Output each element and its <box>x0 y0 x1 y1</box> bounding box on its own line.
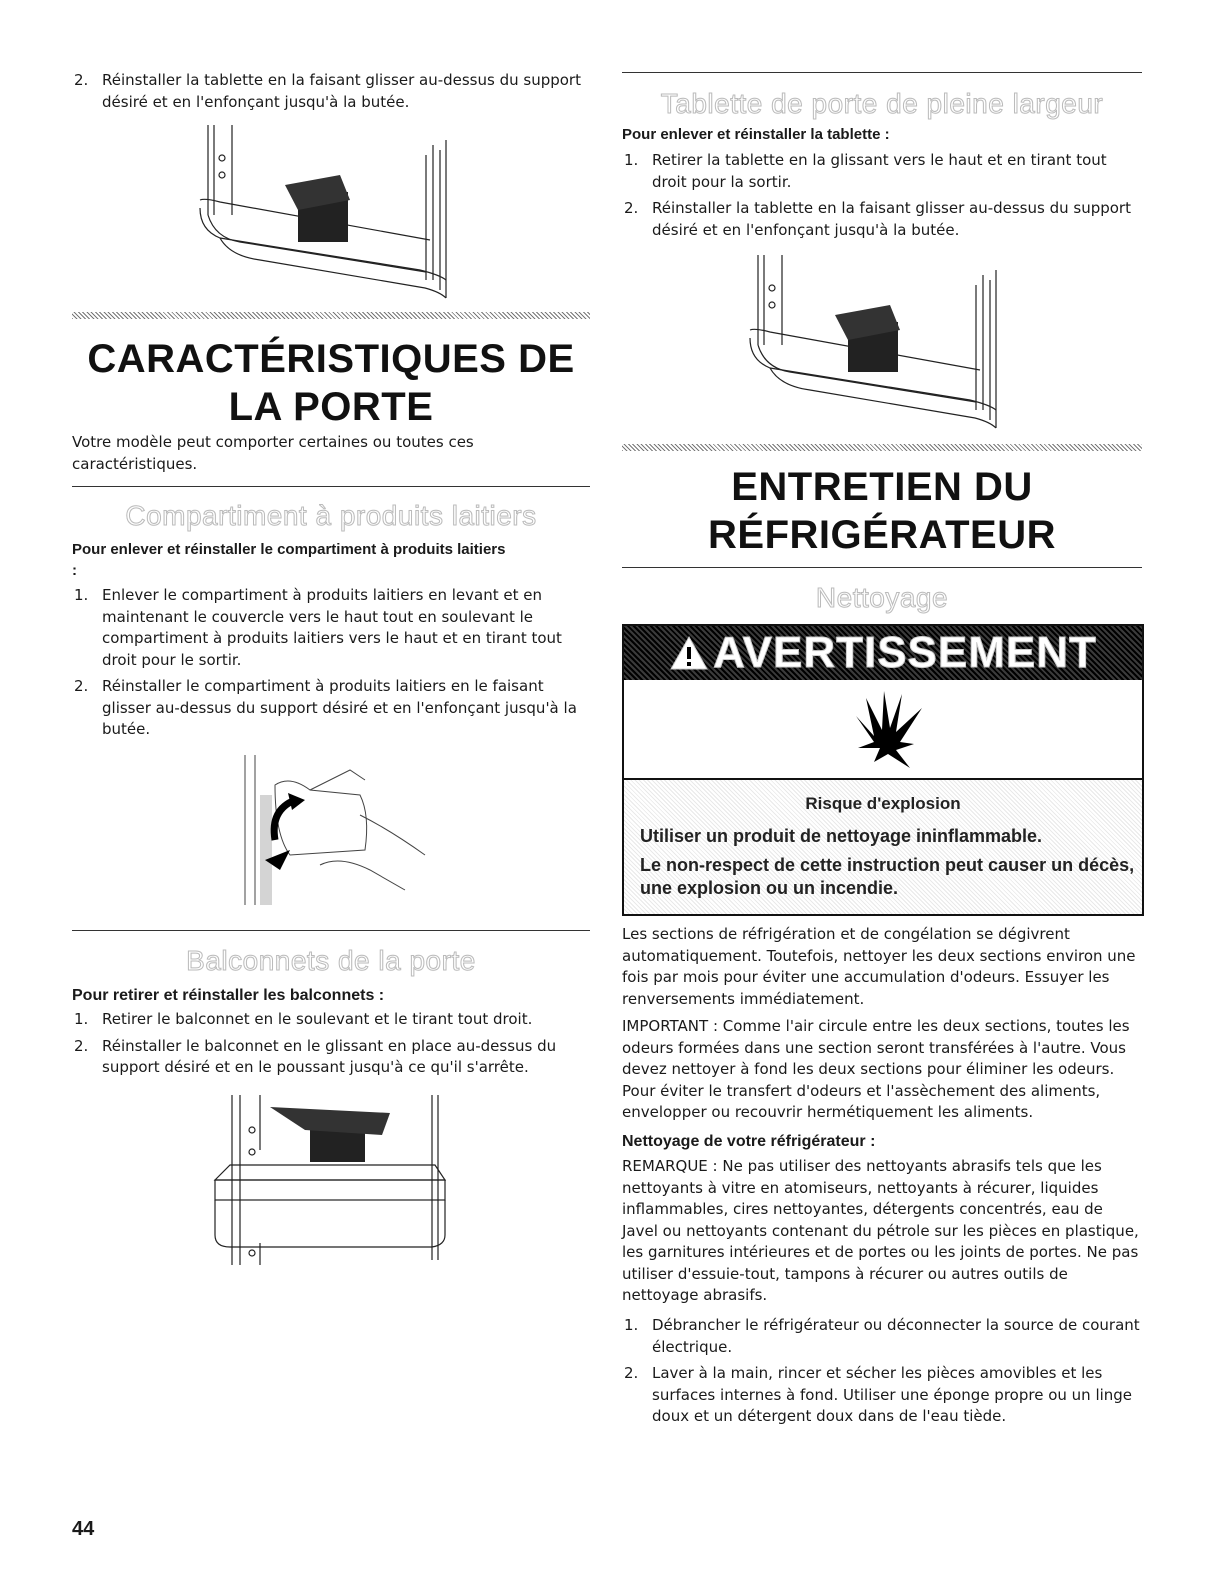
section-heading-shelf: Tablette de porte de pleine largeur <box>660 88 1104 119</box>
list-item: 1. Débrancher le réfrigérateur ou déconnecter la source de courant électrique. <box>624 1316 1140 1356</box>
cleaning-subheading: Nettoyage de votre réfrigérateur : <box>622 1133 876 1150</box>
section-divider <box>622 444 1142 451</box>
paragraph-defrost: Les sections de réfrigération et de congélation se dégivrent automatiquement. Toutefois, nettoyer les deux sections environ une fois par mois pour éviter une accumulation d'odeurs. Essuyer les renversements immédiatement. <box>622 925 1136 1008</box>
list-item: 2. Réinstaller le balconnet en le glissant en place au-dessus du support désiré et en le poussant jusqu'à ce qu'il s'arrête. <box>74 1036 557 1076</box>
section-heading-cleaning: Nettoyage <box>815 582 949 613</box>
list-item: 2. Réinstaller le compartiment à produits laitiers en le faisant glisser au-dessus du support désiré et en l'enfonçant jusqu'à la butée. <box>74 677 577 738</box>
warning-triangle-icon <box>669 635 709 671</box>
dairy-steps <box>72 585 590 741</box>
door-bin-illustration <box>210 1095 450 1270</box>
warning-banner: AVERTISSEMENT <box>624 626 1142 680</box>
page-title-left: CARACTÉRISTIQUES DE LA PORTE <box>87 337 575 429</box>
cleaning-steps <box>622 1315 1142 1428</box>
list-item: 1. Enlever le compartiment à produits laitiers en levant et en maintenant le couvercle vers le haut tout en soulevant le compartiment à produits laitiers vers le haut et en tirant tout droit pour le sortir. <box>74 586 562 669</box>
paragraph-important: IMPORTANT : Comme l'air circule entre les deux sections, toutes les odeurs formées dans une section seront transférées à l'autre. Vous devez nettoyer à fond les deux sections pour éliminer les odeurs. Pour éviter le transfert d'odeurs et l'assèchement des aliments, envelopper ou recouvrir hermétiquement les aliments. <box>622 1017 1130 1121</box>
section-heading-dairy: Compartiment à produits laitiers <box>125 500 537 531</box>
warning-line-2: Le non-respect de cette instruction peut causer un décès, une explosion ou un incendie. <box>640 855 1135 898</box>
dairy-subheading: Pour enlever et réinstaller le compartiment à produits laitiers : <box>72 541 506 579</box>
list-item: 1. Retirer la tablette en la glissant vers le haut et en tirant tout droit pour la sortir. <box>624 151 1107 191</box>
warning-icon-area <box>624 680 1142 780</box>
door-shelf-illustration <box>190 120 470 305</box>
warning-box <box>622 624 1144 916</box>
divider <box>622 567 1142 568</box>
divider <box>622 72 1142 73</box>
list-item: 1. Retirer le balconnet en le soulevant et le tirant tout droit. <box>74 1010 533 1028</box>
list-item: 2. Réinstaller la tablette en la faisant glisser au-dessus du support désiré et en l'enfonçant jusqu'à la butée. <box>624 199 1131 239</box>
shelf-subheading: Pour enlever et réinstaller la tablette : <box>622 126 890 143</box>
bins-steps <box>72 1009 590 1079</box>
list-item: 2. Réinstaller la tablette en la faisant glisser au-dessus du support désiré et en l'enfonçant jusqu'à la butée. <box>74 71 581 111</box>
section-divider <box>72 312 590 319</box>
page-number: 44 <box>72 1518 95 1540</box>
top-step <box>72 70 590 113</box>
divider <box>72 930 590 931</box>
bins-subheading: Pour retirer et réinstaller les balconnets : <box>72 987 385 1004</box>
warning-text-area <box>624 780 1142 914</box>
paragraph-note: REMARQUE : Ne pas utiliser des nettoyants abrasifs tels que les nettoyants à vitre en atomiseurs, nettoyants à récurer, liquides inflammables, cires nettoyantes, détergents concentrés, eau de Javel ou nettoyants contenant du pétrole sur les pièces en plastique, les garnitures intérieures et de portes ou les joints de portes. Ne pas utiliser d'essuie-tout, tampons à récurer ou autres outils de nettoyage abrasifs. <box>622 1157 1139 1304</box>
full-width-shelf-illustration <box>735 250 1020 435</box>
shelf-steps <box>622 150 1142 241</box>
dairy-compartment-illustration <box>230 755 430 910</box>
divider <box>72 486 590 487</box>
warning-line-1: Utiliser un produit de nettoyage ininflammable. <box>640 826 1043 846</box>
explosion-icon <box>844 686 928 772</box>
list-item: 2. Laver à la main, rincer et sécher les pièces amovibles et les surfaces internes à fond. Utiliser une éponge propre ou un linge doux et un détergent doux dans de l'eau tiède. <box>624 1364 1133 1425</box>
intro-text: Votre modèle peut comporter certaines ou toutes ces caractéristiques. <box>72 433 474 473</box>
page-title-right: ENTRETIEN DU RÉFRIGÉRATEUR <box>708 465 1056 557</box>
hazard-title: Risque d'explosion <box>805 794 961 813</box>
section-heading-bins: Balconnets de la porte <box>186 945 476 976</box>
